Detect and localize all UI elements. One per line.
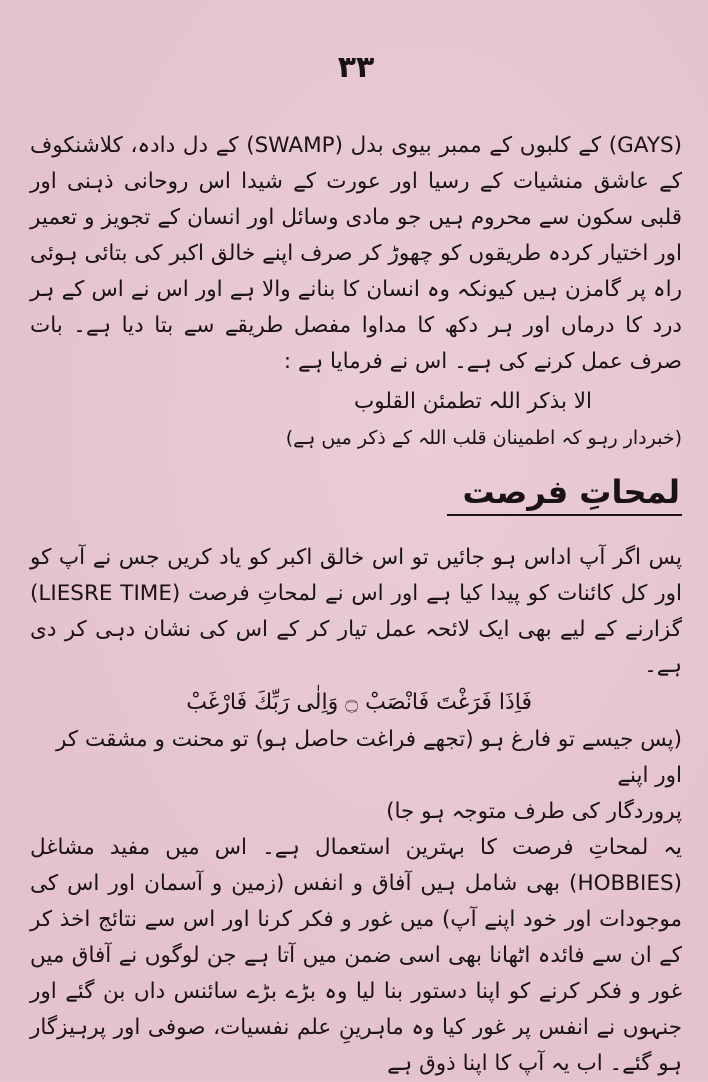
paragraph-hobbies: یہ لمحاتِ فرصت کا بہترین استعمال ہے۔ اس میں مفید مشاغل (HOBBIES) بھی شامل ہیں آفاق و انفس (زمین و آسمان اور اس کی موجودات اور خود اپنے آپ) میں غور و فکر کرنا اور اس سے نتائج اخذ کر کے ان سے فائدہ اٹھانا بھی اسی ضمن میں آتا ہے جن لوگوں نے آفاق میں غور و فکر کرنے کو اپنا دستور بنا لیا وہ بڑے بڑے سائنس داں بن گئے اور جنہوں نے انفس پر غور کیا وہ ماہرینِ علم نفسیات، صوفی اور پرہیزگار ہو گئے۔ اب یہ آپ کا اپنا ذوق ہے [30,835,682,1076]
section-heading: لمحاتِ فرصت [447,470,683,516]
ayah-translation-line-1: (پس جیسے تو فارغ ہو (تجھے فراغت حاصل ہو) تو محنت و مشقت کر اور اپنے [56,727,682,788]
ayah-translation-line-2: پروردگار کی طرف متوجہ ہو جا) [386,799,682,824]
quran-quote-arabic: الا بذکر اللہ تطمئن القلوب [354,389,592,414]
section-heading-wrap [30,470,682,526]
paragraph-leisure: پس اگر آپ اداس ہو جائیں تو اس خالق اکبر کو یاد کریں جس نے آپ کو اور کل کائنات کو پیدا کیا ہے اور اس نے لمحاتِ فرصت (LIESRE TIME) گزارنے کے لیے بھی ایک لائحہ عمل تیار کر کے اس کی نشان دہی کر دی ہے۔ [30,545,682,678]
quran-ayah: فَاِذَا فَرَغْتَ فَانْصَبْ ۝ وَاِلٰى رَبِّكَ فَارْغَبْ [186,690,532,715]
page-number: ۳۳ [337,50,375,85]
quran-quote-translation: (خبردار رہو کہ اطمینان قلب اللہ کے ذکر میں ہے) [285,427,682,449]
paragraph-intro: (GAYS) کے کلبوں کے ممبر بیوی بدل (SWAMP) کے دل دادہ، کلاشنکوف کے عاشق منشیات کے رسیا اور عورت کے شیدا اس روحانی ذہنی اور قلبی سکون سے محروم ہیں جو مادی وسائل اور انسان کے تجویز و تعمیر اور اختیار کردہ طریقوں کو چھوڑ کر صرف اپنے خالق اکبر کی بتائی ہوئی راہ پر گامزن ہیں کیونکہ وہ انسان کا بنانے والا ہے اور اس نے اس کے ہر درد کا درماں اور ہر دکھ کا مداوا مفصل طریقے سے بتا دیا ہے۔ بات صرف عمل کرنے کی ہے۔ اس نے فرمایا ہے : [30,133,682,374]
